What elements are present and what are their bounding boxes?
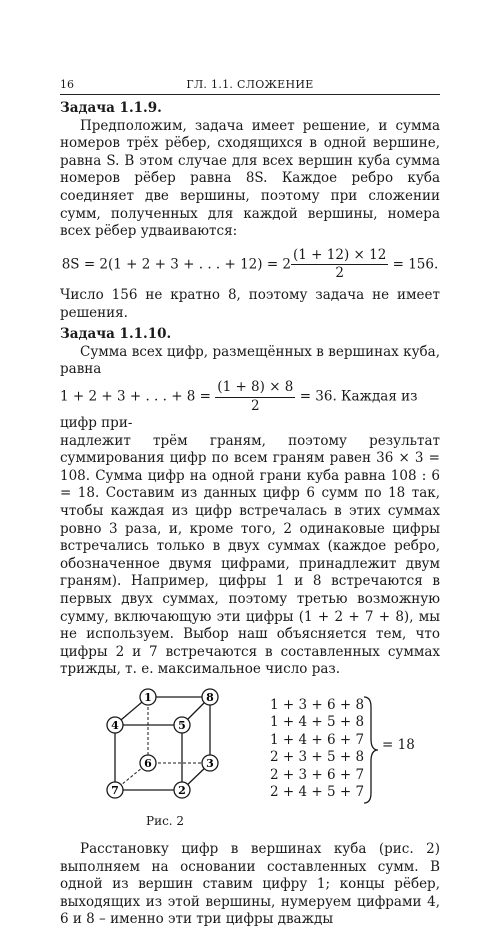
task-2-title: Задача 1.1.10. [60, 326, 172, 343]
svg-text:4: 4 [111, 719, 119, 732]
page-content [60, 100, 440, 929]
eq-left: 1 + 2 + 3 + . . . + 8 = [60, 388, 211, 405]
formula-left: 8S = 2(1 + 2 + 3 + . . . + 12) = 2 [61, 256, 292, 273]
task-2-equation [60, 379, 440, 433]
sum-total: = 18 [382, 737, 415, 753]
page-number: 16 [60, 78, 74, 91]
chapter-title: ГЛ. 1.1. СЛОЖЕНИЕ [186, 78, 314, 91]
vertex-7 [107, 782, 123, 798]
sum-row: 2 + 3 + 6 + 7 [270, 766, 365, 783]
final-paragraph: Расстановку цифр в вершинах куба (рис. 2) выполняем на основании составленных сумм. В одной из вершин ставим цифру 1; концы рёбер, выходящих из этой вершины, нумеруем цифрами 4, 6 и 8 – именно эти три цифры дважды [60, 841, 440, 928]
vertex-8 [202, 689, 218, 705]
vertex-4 [107, 717, 123, 733]
formula-right: = 156. [392, 256, 439, 273]
svg-text:8: 8 [206, 691, 214, 704]
task-1-paragraph: Предположим, задача имеет решение, и сумма номеров трёх рёбер, сходящихся в одной вершине, равна S. В этом случае для всех вершин куба сумма номеров рёбер равна 8S. Каждое ребро куба соединяет две вершины, поэтому при сложении сумм, полученных для каждой вершины, номера всех рёбер удваиваются: [60, 117, 440, 240]
sum-row: 1 + 4 + 5 + 8 [270, 714, 365, 731]
vertex-3 [202, 755, 218, 771]
formula-denominator: 2 [335, 265, 344, 282]
cube-diagram [100, 685, 220, 805]
vertex-6 [140, 755, 156, 771]
task-2-paragraph: надлежит трём граням, поэтому результат суммирования цифр по всем граням равен 36 × 3 = 108. Сумма цифр на одной грани куба равна 108 : 6 = 18. Составим из данных цифр 6 сумм по 18 так, чтобы каждая из цифр встречалась в этих суммах ровно 3 раза, и, кроме того, 2 одинаковые цифры встречались только в двух суммах (каждое ребро, обозначенное двумя цифрами, принадлежит двум граням). Например, цифры 1 и 8 встречаются в первых двух суммах, поэтому третью возможную сумму, включающую эти цифры (1 + 2 + 7 + 8), мы не используем. Выбор наш объясняется тем, что цифры 2 и 7 встречаются в составленных суммах трижды, т. е. максимальное число раз. [60, 432, 440, 678]
sum-row: 2 + 4 + 5 + 7 [270, 784, 365, 801]
running-header [60, 76, 440, 95]
right-brace [362, 695, 380, 805]
sum-row: 2 + 3 + 5 + 8 [270, 749, 365, 766]
task-2-intro: Сумма всех цифр, размещённых в вершинах куба, равна [60, 343, 440, 378]
formula-numerator: (1 + 12) × 12 [291, 247, 388, 266]
svg-text:3: 3 [206, 757, 214, 770]
eq-right: = 36. Каждая из цифр при- [60, 388, 418, 432]
vertex-5 [174, 717, 190, 733]
figure-caption: Рис. 2 [146, 814, 185, 828]
vertex-2 [174, 782, 190, 798]
task-1-conclusion: Число 156 не кратно 8, поэтому задача не имеет решения. [60, 286, 440, 321]
figure-2 [60, 685, 440, 835]
task-1-title: Задача 1.1.9. [60, 100, 162, 116]
sum-row: 1 + 3 + 6 + 8 [270, 697, 365, 713]
eq-numerator: (1 + 8) × 8 [215, 379, 295, 398]
svg-text:7: 7 [111, 784, 119, 797]
sums-list [270, 697, 364, 801]
sum-row: 1 + 4 + 6 + 7 [270, 731, 365, 748]
eq-denominator: 2 [251, 397, 260, 414]
task-1-formula [60, 247, 440, 283]
svg-text:1: 1 [144, 691, 152, 704]
svg-text:5: 5 [178, 719, 186, 732]
eq-fraction [215, 379, 295, 415]
formula-fraction [291, 247, 388, 283]
svg-text:6: 6 [144, 757, 152, 770]
vertex-1 [140, 689, 156, 705]
svg-text:2: 2 [178, 784, 186, 797]
